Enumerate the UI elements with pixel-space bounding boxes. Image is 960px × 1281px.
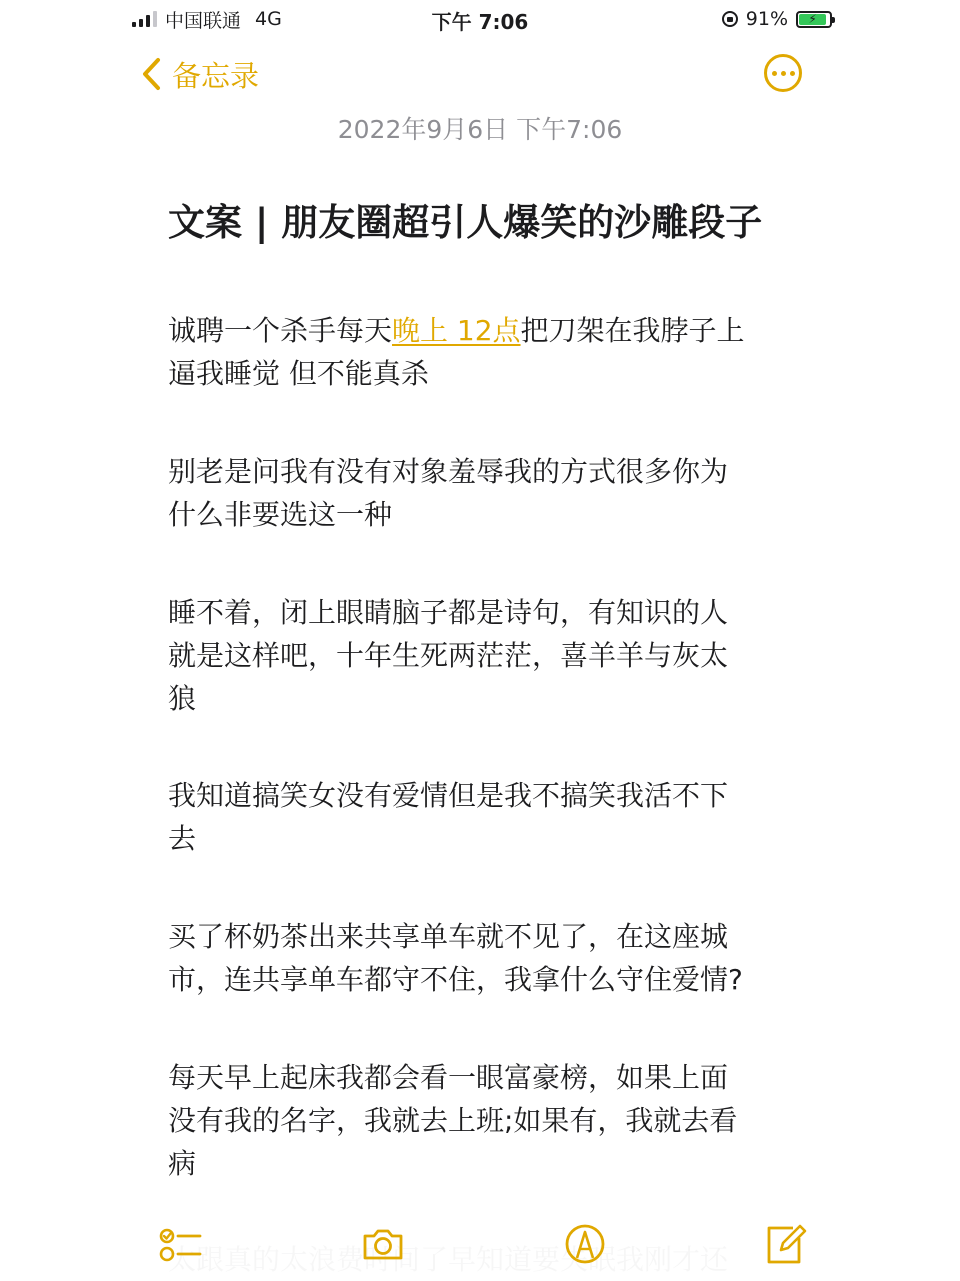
paragraph-line: 市，连共享单车都守不住，我拿什么守住爱情? <box>168 963 743 996</box>
charging-bolt-icon: ⚡ <box>808 11 817 26</box>
paragraph-line: 买了杯奶茶出来共享单车就不见了，在这座城 <box>168 920 729 953</box>
chevron-left-icon <box>140 56 162 92</box>
checklist-icon[interactable] <box>158 1222 202 1266</box>
camera-icon[interactable] <box>361 1222 405 1266</box>
battery-percent: 91% <box>745 8 788 30</box>
date-link[interactable]: 晚上 12点 <box>392 314 521 347</box>
bottom-toolbar <box>0 1212 960 1280</box>
note-title[interactable]: 文案 | 朋友圈超引人爆笑的沙雕段子 <box>168 201 763 244</box>
paragraph-line: 我知道搞笑女没有爱情但是我不搞笑我活不下 <box>168 779 729 812</box>
paragraph-line: 就是这样吧，十年生死两茫茫，喜羊羊与灰太 <box>168 639 729 672</box>
carrier-name: 中国联通 <box>165 9 242 32</box>
note-paragraph-5[interactable] <box>168 915 788 1001</box>
paragraph-line: 去 <box>168 822 197 855</box>
ellipsis-dot <box>790 71 795 76</box>
paragraph-line: 别老是问我有没有对象羞辱我的方式很多你为 <box>168 455 729 488</box>
network-type: 4G <box>255 8 282 30</box>
battery-fill <box>799 11 826 26</box>
text-segment: 把刀架在我脖子上 <box>520 314 745 347</box>
paragraph-line: 睡不着，闭上眼睛脑子都是诗句，有知识的人 <box>168 596 729 629</box>
paragraph-line: 每天早上起床我都会看一眼富豪榜，如果上面 <box>168 1061 729 1094</box>
paragraph-line <box>168 309 788 352</box>
paragraph-line: 逼我睡觉 但不能真杀 <box>168 357 429 390</box>
paragraph-line: 什么非要选这一种 <box>168 498 393 531</box>
markup-pen-icon[interactable] <box>563 1222 607 1266</box>
note-paragraph-1[interactable] <box>168 309 788 395</box>
note-date: 2022年9月6日 下午7:06 <box>337 115 623 144</box>
status-time: 下午 7:06 <box>431 10 529 34</box>
note-paragraph-2[interactable] <box>168 450 788 536</box>
note-paragraph-6[interactable] <box>168 1056 788 1185</box>
paragraph-line: 病 <box>168 1147 197 1180</box>
paragraph-line: 没有我的名字，我就去上班;如果有，我就去看 <box>168 1104 738 1137</box>
status-bar <box>0 0 960 38</box>
note-paragraph-4[interactable] <box>168 774 788 860</box>
text-segment: 诚聘一个杀手每天 <box>168 314 393 347</box>
back-button-label: 备忘录 <box>172 58 260 93</box>
battery-icon <box>796 11 832 28</box>
ellipsis-circle-icon <box>772 71 777 76</box>
note-paragraph-3[interactable] <box>168 591 788 720</box>
back-button[interactable] <box>140 52 259 96</box>
ellipsis-dot <box>781 71 786 76</box>
orientation-lock-icon <box>722 11 738 27</box>
compose-icon[interactable] <box>763 1222 807 1266</box>
more-button[interactable] <box>764 54 802 92</box>
status-right <box>722 6 832 32</box>
paragraph-line: 狼 <box>168 682 197 715</box>
